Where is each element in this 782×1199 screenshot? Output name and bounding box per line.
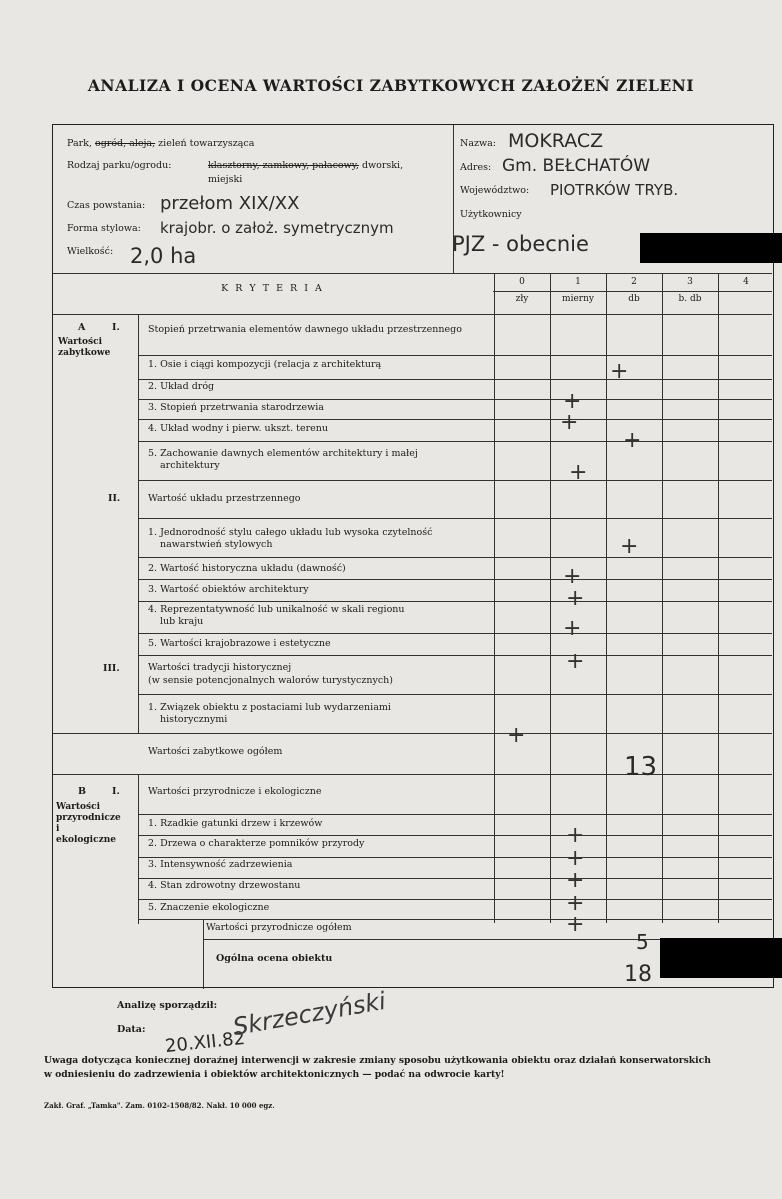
criterion-a1-4: 4. Układ wodny i pierw. ukszt. terenu (148, 423, 328, 434)
rule (494, 273, 495, 923)
rule (138, 379, 772, 380)
criterion-a3-1-cont: historycznymi (160, 714, 228, 725)
criterion-a2-1-cont: nawarstwień stylowych (160, 539, 273, 550)
rule (138, 518, 772, 519)
criterion-a2-3: 3. Wartość obiektów architektury (148, 584, 309, 595)
score-0: 0 (519, 277, 525, 287)
check-mark: + (507, 723, 526, 748)
rule (138, 774, 139, 924)
check-mark: + (563, 389, 582, 414)
group-iii-title: Wartości tradycji historycznej (148, 662, 292, 673)
wielkosc-value: 2,0 ha (130, 244, 197, 268)
criterion-a1-5: 5. Zachowanie dawnych elementów architektury i małej (148, 448, 418, 459)
section-a-name: Wartości zabytkowe (58, 337, 111, 358)
rule (718, 273, 719, 923)
check-mark: + (623, 428, 642, 453)
kryteria-heading: K R Y T E R I A (221, 283, 324, 294)
ogolna-ocena-value: 18 (624, 962, 652, 987)
forma-label: Forma stylowa: (67, 223, 141, 234)
criterion-b-5: 5. Znaczenie ekologiczne (148, 902, 270, 913)
forma-value: krajobr. o założ. symetrycznym (160, 219, 394, 237)
woj-value: PIOTRKÓW TRYB. (550, 181, 679, 199)
uzytkownicy-value: PJZ - obecnie (452, 232, 589, 256)
przyrodnicze-total-label: Wartości przyrodnicze ogółem (206, 922, 352, 933)
section-a-roman: I. (112, 322, 120, 333)
rule (493, 291, 772, 292)
check-mark: + (566, 891, 585, 916)
rule (138, 835, 772, 836)
rule (138, 857, 772, 858)
score-name-2: db (628, 294, 640, 304)
score-3: 3 (687, 277, 693, 287)
analize-label: Analizę sporządził: (117, 1000, 218, 1011)
rule (138, 919, 772, 920)
check-mark: + (566, 823, 585, 848)
zabytkowe-total-label: Wartości zabytkowe ogółem (148, 746, 283, 757)
criterion-b-4: 4. Stan zdrowotny drzewostanu (148, 880, 301, 891)
rule (138, 878, 772, 879)
score-4: 4 (743, 277, 749, 287)
rule (203, 919, 204, 989)
check-mark: + (620, 534, 639, 559)
adres-label: Adres: (460, 162, 492, 173)
wielkosc-label: Wielkość: (67, 246, 114, 257)
criterion-a3-1: 1. Związek obiektu z postaciami lub wydarzeniami (148, 702, 391, 713)
date-value: 20.XII.82 (164, 1027, 247, 1058)
check-mark: + (566, 649, 585, 674)
score-name-3: b. db (678, 294, 702, 304)
check-mark: + (560, 410, 579, 435)
rule (550, 273, 551, 923)
group-iii-title2: (w sensie potencjonalnych walorów turystycznych) (148, 675, 393, 686)
check-mark: + (563, 616, 582, 641)
criterion-a1-2: 2. Układ dróg (148, 381, 215, 392)
document-title: ANALIZA I OCENA WARTOŚCI ZABYTKOWYCH ZAŁOŻEŃ ZIELENI (87, 76, 695, 95)
section-b-name: Wartości przyrodnicze i ekologiczne (56, 802, 121, 845)
criterion-a2-4-cont: lub kraju (160, 616, 204, 627)
rule (53, 733, 772, 734)
check-mark: + (610, 359, 629, 384)
criterion-a1-5-cont: architektury (160, 460, 220, 471)
uwaga-line-2: w odniesieniu do zadrzewienia i obiektów architektonicznych — podać na odwrocie karty! (44, 1069, 505, 1080)
rule (138, 355, 772, 356)
adres-value: Gm. BEŁCHATÓW (502, 156, 651, 176)
rodzaj-line2: miejski (208, 174, 243, 185)
score-name-0: zły (515, 294, 529, 304)
rule (138, 480, 772, 481)
group-iii-roman: III. (103, 663, 120, 674)
nazwa-label: Nazwa: (460, 138, 496, 149)
rule (138, 633, 772, 634)
redaction-bar (640, 233, 782, 263)
park-field: Park, ogród, aleja, zieleń towarzysząca (67, 138, 255, 149)
criterion-b-2: 2. Drzewa o charakterze pomników przyrody (148, 838, 365, 849)
rule (138, 419, 772, 420)
section-a-letter: A (78, 322, 86, 333)
printer-imprint: Zakł. Graf. „Tamka". Zam. 0102-1508/82. Nakł. 10 000 egz. (44, 1101, 275, 1110)
group-i-title: Stopień przetrwania elementów dawnego układu przestrzennego (148, 324, 462, 335)
rule (138, 579, 772, 580)
ogolna-ocena-label: Ogólna ocena obiektu (216, 953, 333, 964)
rule (53, 774, 772, 775)
woj-label: Województwo: (460, 185, 530, 196)
czas-label: Czas powstania: (67, 200, 146, 211)
score-2: 2 (631, 277, 637, 287)
check-mark: + (566, 586, 585, 611)
group-bi-title: Wartości przyrodnicze i ekologiczne (148, 786, 322, 797)
group-ii-title: Wartość układu przestrzennego (148, 493, 301, 504)
rodzaj-label: Rodzaj parku/ogrodu: (67, 160, 172, 171)
rule (138, 814, 772, 815)
rule (138, 655, 772, 656)
section-b-roman: I. (112, 786, 120, 797)
rule (138, 399, 772, 400)
criterion-b-3: 3. Intensywność zadrzewienia (148, 859, 293, 870)
zabytkowe-total-value: 13 (624, 752, 658, 782)
rule (138, 601, 772, 602)
nazwa-value: MOKRACZ (508, 130, 604, 152)
check-mark: + (566, 868, 585, 893)
group-ii-roman: II. (108, 493, 121, 504)
rule (606, 273, 607, 923)
uwaga-line-1: Uwaga dotycząca koniecznej doraźnej interwencji w zakresie zmiany sposobu użytkowania obiektu oraz działań konserwatorskich (44, 1055, 711, 1066)
section-b-letter: B (78, 786, 87, 797)
rule (138, 314, 139, 734)
criterion-a1-3: 3. Stopień przetrwania starodrzewia (148, 402, 324, 413)
rule (138, 694, 772, 695)
check-mark: + (566, 912, 585, 937)
criterion-b-1: 1. Rzadkie gatunki drzew i krzewów (148, 818, 323, 829)
score-1: 1 (575, 277, 581, 287)
criterion-a2-1: 1. Jednorodność stylu całego układu lub wysoka czytelność (148, 527, 433, 538)
criterion-a1-1: 1. Osie i ciągi kompozycji (relacja z architekturą (148, 359, 382, 370)
przyrodnicze-total-value: 5 (636, 930, 649, 954)
criterion-a2-2: 2. Wartość historyczna układu (dawność) (148, 563, 346, 574)
criterion-a2-5: 5. Wartości krajobrazowe i estetyczne (148, 638, 331, 649)
redaction-bar (660, 938, 782, 978)
rodzaj-value: klasztorny, zamkowy, pałacowy, dworski, (208, 160, 404, 171)
rule (138, 441, 772, 442)
signature: Skrzeczyński (230, 986, 388, 1042)
data-label: Data: (117, 1024, 146, 1035)
rule (662, 273, 663, 923)
rule (138, 899, 772, 900)
czas-value: przełom XIX/XX (160, 193, 300, 214)
check-mark: + (563, 564, 582, 589)
rule (138, 557, 772, 558)
rule (53, 314, 772, 315)
criterion-a2-4: 4. Reprezentatywność lub unikalność w skali regionu (148, 604, 405, 615)
rule (53, 273, 772, 274)
check-mark: + (566, 846, 585, 871)
uzytkownicy-label: Użytkownicy (460, 209, 522, 220)
score-name-1: mierny (562, 294, 594, 304)
check-mark: + (569, 460, 588, 485)
